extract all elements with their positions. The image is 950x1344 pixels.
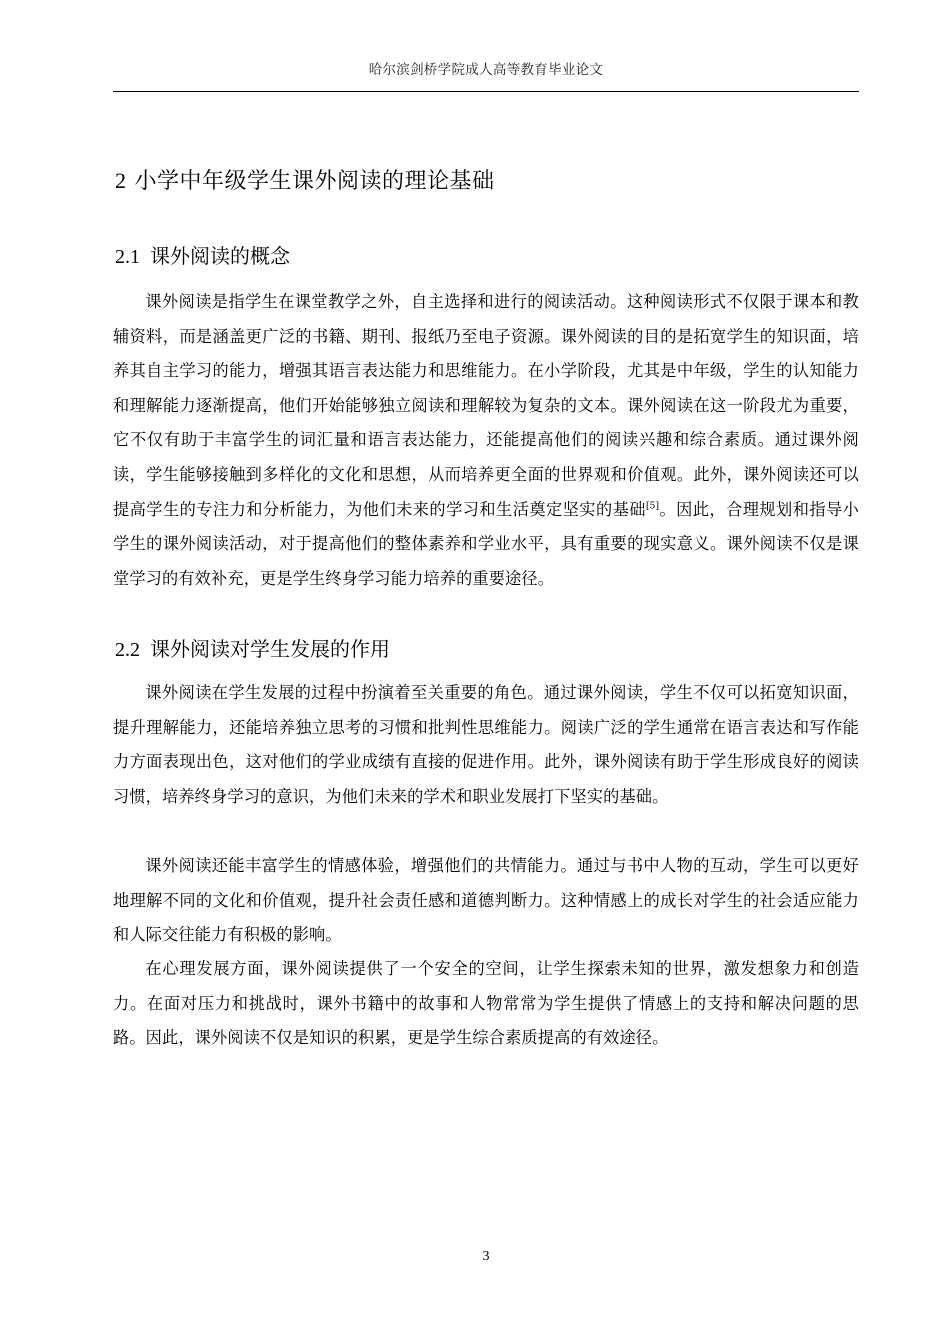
paragraph-2-2-2: 课外阅读还能丰富学生的情感体验，增强他们的共情能力。通过与书中人物的互动，学生可以更好地理解不同的文化和价值观，提升社会责任感和道德判断力。这种情感上的成长对学生的社会适应能力和人际交往能力有积极的影响。 bbox=[113, 856, 859, 945]
section-number: 2.2 bbox=[115, 639, 140, 661]
section-title-2-1 bbox=[115, 240, 290, 269]
paragraph-text-tail: 。因此，合理规划和指导小学生的课外阅读活动，对于提高他们的整体素养和学业水平，具有重要的现实意义。课外阅读不仅是课堂学习的有效补充，更是学生终身学习能力培养的重要途径。 bbox=[113, 499, 859, 588]
chapter-title bbox=[115, 164, 495, 195]
paragraph-2-1-1 bbox=[113, 285, 859, 596]
page-number: 3 bbox=[482, 1249, 490, 1264]
section-number: 2.1 bbox=[115, 246, 140, 268]
paragraph-2-2-1: 课外阅读在学生发展的过程中扮演着至关重要的角色。通过课外阅读，学生不仅可以拓宽知识面，提升理解能力，还能培养独立思考的习惯和批判性思维能力。阅读广泛的学生通常在语言表达和写作能力方面表现出色，这对他们的学业成绩有直接的促进作用。此外，课外阅读有助于学生形成良好的阅读习惯，培养终身学习的意识，为他们未来的学术和职业发展打下坚实的基础。 bbox=[113, 683, 859, 806]
chapter-number: 2 bbox=[115, 168, 127, 193]
section-title-text: 课外阅读对学生发展的作用 bbox=[150, 637, 390, 661]
chapter-title-text: 小学中年级学生课外阅读的理论基础 bbox=[134, 169, 495, 194]
section-title-text: 课外阅读的概念 bbox=[150, 244, 290, 268]
citation-ref: [5] bbox=[645, 501, 660, 512]
paragraph-2-2-3: 在心理发展方面，课外阅读提供了一个安全的空间，让学生探索未知的世界，激发想象力和创造力。在面对压力和挑战时，课外书籍中的故事和人物常常为学生提供了情感上的支持和解决问题的思路。因此，课外阅读不仅是知识的积累，更是学生综合素质提高的有效途径。 bbox=[113, 959, 859, 1048]
section-title-2-2 bbox=[115, 633, 390, 662]
header-rule bbox=[113, 91, 859, 92]
paragraph-text: 课外阅读是指学生在课堂教学之外，自主选择和进行的阅读活动。这种阅读形式不仅限于课本和教辅资料，而是涵盖更广泛的书籍、期刊、报纸乃至电子资源。课外阅读的目的是拓宽学生的知识面，培养其自主学习的能力，增强其语言表达能力和思维能力。在小学阶段，尤其是中年级，学生的认知能力和理解能力逐渐提高，他们开始能够独立阅读和理解较为复杂的文本。课外阅读在这一阶段尤为重要，它不仅有助于丰富学生的词汇量和语言表达能力，还能提高他们的阅读兴趣和综合素质。通过课外阅读，学生能够接触到多样化的文化和思想，从而培养更全面的世界观和价值观。此外，课外阅读还可以提高学生的专注力和分析能力，为他们未来的学习和生活奠定坚实的基础 bbox=[113, 292, 859, 519]
running-header: 哈尔滨剑桥学院成人高等教育毕业论文 bbox=[368, 62, 604, 78]
